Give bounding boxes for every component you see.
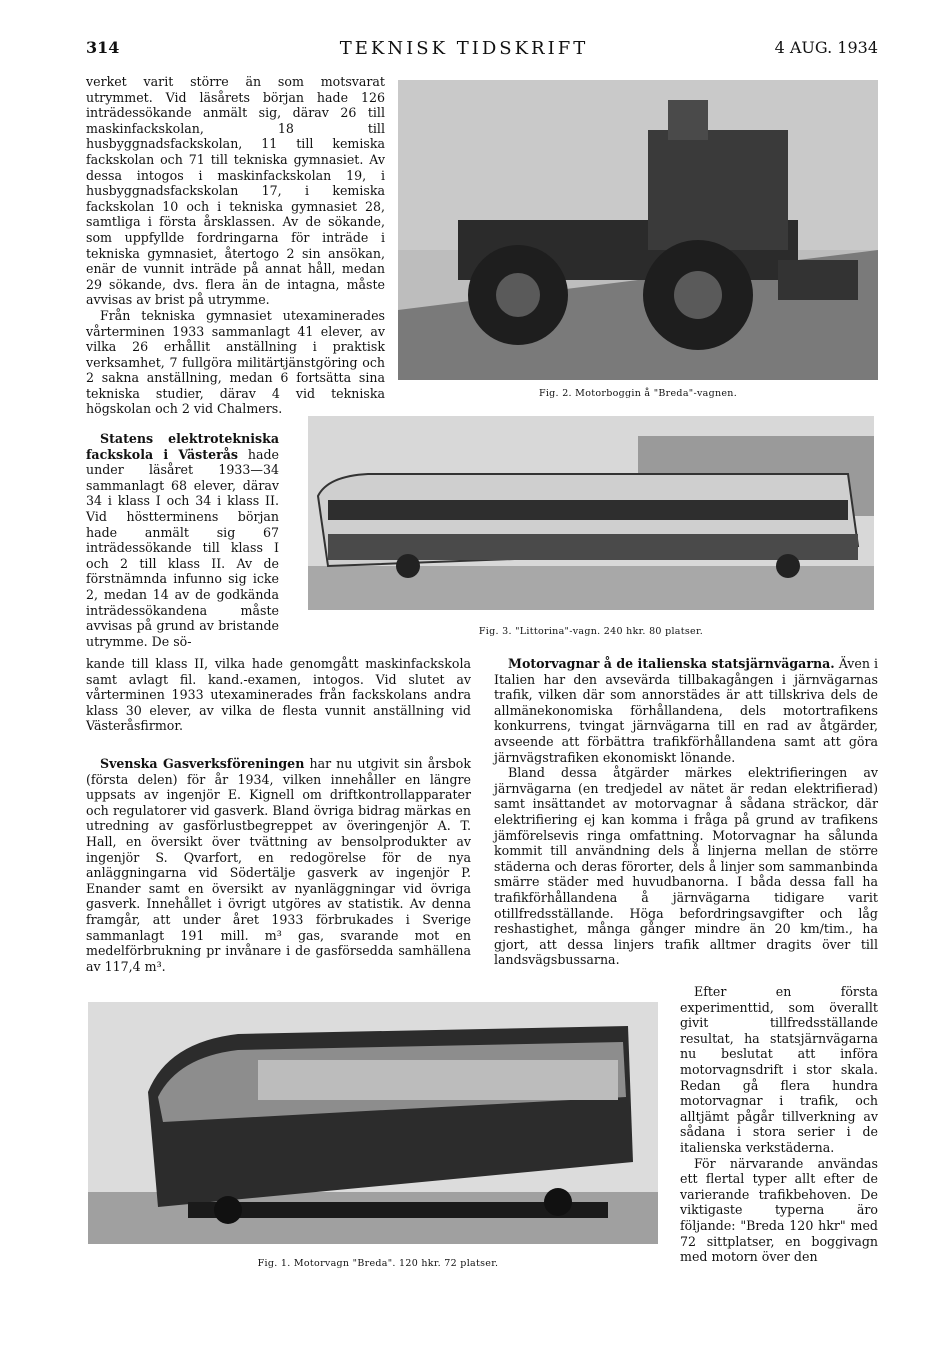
motorvagnar-continuation [680,984,878,1265]
gas-text: har nu utgivit sin årsbok (första delen) för år 1934, vilken innehåller en längre uppsats av ingenjör E. Kignell om driftkontrollapparater och regulatorer vid gasverk. Bland övriga bidrag märkas en utredning av gasförlustbegreppet av överingenjör A. T. Hall, en översikt över tvättning av bensolprodukter av ingenjör S. Qvarfort, en redogörelse för de nya anläggningarna vid Södertälje gasverk av ingenjör P. Enander samt en översikt av nyanläggningar vid övriga gasverk. Innehållet i övrigt utgöres av statistik. Av denna framgår, att under året 1933 förbrukades i Sverige sammanlagt 191 mill. m³ gas, svarande mot en medelförbrukning pr invånare i de gasförsedda samhällena av 117,4 m³. [86,756,471,974]
statens-continuation [86,656,471,734]
figure-1-caption: Fig. 1. Motorvagn "Breda". 120 hkr. 72 platser. [257,1258,499,1269]
paragraph: Från tekniska gymnasiet utexaminerades vårterminen 1933 sammanlagt 41 elever, av vilka 26 erhållit anställning i praktisk verksamhet, 7 fullgöra militärtjänstgöring och 2 sakna anställning, medan 6 fortsätta sina tekniska studier, därav 4 vid tekniska högskolan och 2 vid Chalmers. [86,307,385,417]
statens-text: hade under läsåret 1933—34 sammanlagt 68 elever, därav 34 i klass I och 34 i klass II. Vid höstterminens början hade anmält sig 67 inträdessökande till klass I och 2 till klass II. Av de förstnämnda infunno sig icke 2, medan 14 av de godkända inträdessökandena måste avvisas på grund av bristande utrymme. De sö- [86,446,279,649]
paragraph: verket varit större än som motsvarat utrymmet. Vid läsårets början hade 126 inträdessökande anmält sig, därav 26 till maskinfackskolan, 18 till husbyggnadsfackskolan, 11 till kemiska fackskolan och 71 till tekniska gymnasiet. Av dessa intogos i maskinfackskolan 19, i husbyggnadsfackskolan 17, i kemiska fackskolan 10 och i tekniska gymnasiet 28, samtliga i första årsklassen. Av de sökande, som uppfyllde fordringarna för inträde i tekniska gymnasiet, återtogo 2 sin ansökan, enär de vunnit inträde på annat håll, medan 29 sökande, dvs. flera än de intagna, måste avvisas av brist på utrymme. [86,74,385,308]
page-number: 314 [86,38,120,57]
figure-2-photo [398,80,878,380]
journal-title: TEKNISK TIDSKRIFT [339,38,589,59]
motorvagnar-heading: Motorvagnar å de italienska statsjärnvägarna. [508,656,835,671]
motor-bogie-image [398,80,878,380]
figure-1-photo [88,1002,658,1244]
paragraph: Efter en första experimenttid, som överallt givit tillfredsställande resultat, ha statsjärnvägarna nu beslutat att införa motorvagnsdrift i stor skala. Redan gå flera hundra motorvagnar i trafik, och alltjämt pågår tillverkning av sådana i stora serier i de italienska verkstäderna. [680,984,878,1155]
gas-section [86,756,471,974]
issue-date: 4 AUG. 1934 [774,38,878,57]
figure-3-photo [308,416,874,610]
breda-railcar-image [88,1002,658,1244]
paragraph: Bland dessa åtgärder märkes elektrifieringen av järnvägarna (en tredjedel av nätet är redan elektrifierad) samt insättandet av motorvagnar å sådana sträckor, där elektrifiering ej kan komma i fråga på grund av trafikens jämförelsevis ringa omfattning. Motorvagnar ha sålunda kommit till användning dels å linjerna mellan de större städerna och deras förorter, dels å linjer som sammanbinda smärre städer med huvudbanorna. I båda dessa fall ha trafikförhållandena å järnvägarna tidigare varit otillfredsställande. Höga befordringsavgifter och låg reshastighet, många gånger mindre än 20 km/tim., ha gjort, att dessa linjers trafik alltmer dragits över till landsvägsbussarna. [494,765,878,968]
statens-heading: Statens elektrotekniska fackskola i Västerås [86,431,279,462]
motorvagnar-text: Även i Italien har den avsevärda tillbakagången i järnvägarnas trafik, vilken där som annorstädes är att tillskriva dels de allmänekonomiska förhållandena, dels motortrafikens konkurrens, tvingat järnvägarna till en rad av åtgärder, avseende att förbättra trafikförhållandena samt att göra järnvägstrafiken ekonomiskt lönande. [494,656,878,765]
gas-heading: Svenska Gasverksföreningen [100,756,305,771]
figure-3-caption: Fig. 3. "Littorina"-vagn. 240 hkr. 80 platser. [478,626,704,637]
school-report-text [86,74,385,417]
paragraph: För närvarande användas ett flertal typer allt efter de varierande trafikbehoven. De viktigaste typerna äro följande: "Breda 120 hkr" med 72 sittplatser, en boggivagn med motorn över den [680,1155,878,1265]
paragraph: kande till klass II, vilka hade genomgått maskinfackskola samt avlagt fil. kand.-examen, intogos. Vid slutet av vårterminen 1933 utexaminerades från fackskolans andra klass 30 elever, av vilka de flesta vunnit anställning vid Västeråsfirmor. [86,656,471,734]
motorvagnar-article [494,656,878,968]
littorina-railcar-image [308,416,874,610]
figure-2-caption: Fig. 2. Motorboggin å "Breda"-vagnen. [538,388,738,399]
statens-section [86,431,279,649]
